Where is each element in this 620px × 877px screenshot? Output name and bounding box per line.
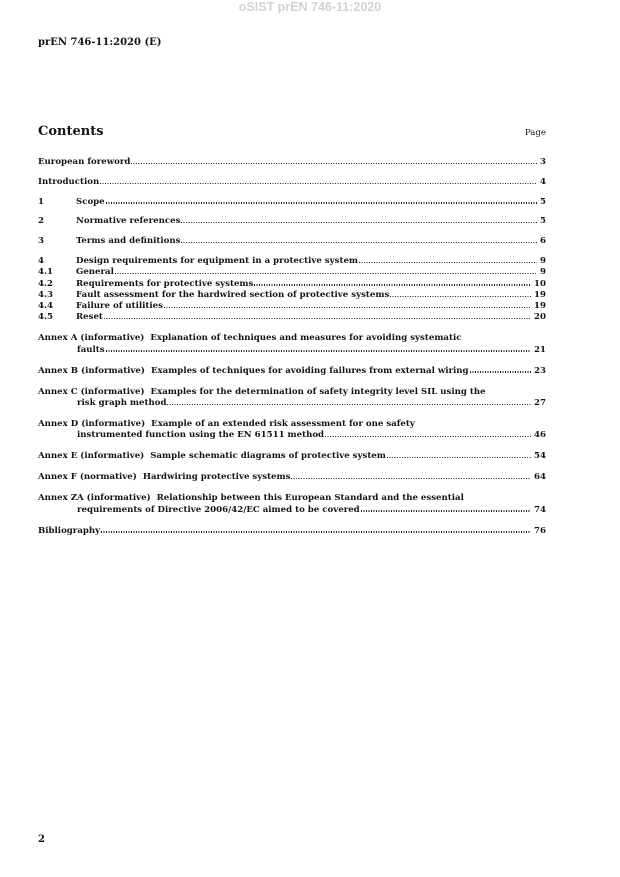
toc-entry-clause-4[interactable]	[38, 256, 546, 267]
annex-label: Annex C (informative)	[38, 386, 145, 397]
toc-entry-page: 19	[534, 289, 546, 300]
annex-title: Examples for the determination of safety integrity level SIL using the	[150, 386, 486, 397]
toc-entry-title: General	[76, 267, 114, 278]
toc-entry-page: 27	[534, 398, 546, 409]
toc-entry-title: Bibliography	[38, 525, 101, 536]
toc-entry-line	[38, 398, 546, 409]
toc-entry-clause-4-3[interactable]	[38, 290, 546, 301]
dot-leader	[167, 404, 531, 405]
toc-entry-title: Scope	[76, 196, 105, 207]
toc-entry-title: Terms and definitions	[76, 236, 181, 247]
toc-entry-page: 74	[534, 504, 546, 515]
toc-entry-number: 2	[38, 216, 44, 227]
dot-leader	[115, 273, 537, 274]
toc-entry-number: 4.2	[38, 278, 53, 289]
page-column-label: Page	[524, 127, 546, 138]
annex-title: Relationship between this European Standard and the essential	[156, 493, 464, 504]
toc-entry-line	[38, 505, 546, 516]
toc-entry-number: 4	[38, 255, 44, 266]
toc-entry-title: Fault assessment for the hardwired section of protective systems	[76, 289, 390, 300]
toc-entry-annex-f[interactable]	[38, 472, 546, 483]
toc-entry-page: 4	[540, 176, 546, 187]
annex-label: Annex D (informative)	[38, 419, 146, 429]
toc-entry-clause-4-5[interactable]	[38, 312, 546, 323]
annex-label: Annex F (normative)	[38, 472, 137, 483]
dot-leader	[254, 284, 531, 285]
dot-leader	[106, 350, 531, 351]
annex-title: Example of an extended risk assessment for one safety	[151, 419, 415, 429]
annex-label: Annex ZA (informative)	[38, 493, 151, 504]
toc-entry-clause-4-1[interactable]	[38, 267, 546, 278]
annex-label: Annex A (informative)	[38, 333, 145, 344]
toc-entry-clause-2[interactable]	[38, 216, 546, 227]
annex-title: Examples of techniques for avoiding failures from external wiring	[150, 365, 469, 376]
toc-entry-line	[38, 333, 546, 344]
annex-label: Annex E (informative)	[38, 451, 145, 462]
toc-entry-title: Reset	[76, 312, 103, 323]
toc-entry-european-foreword[interactable]	[38, 157, 546, 168]
toc-entry-line	[38, 493, 546, 504]
toc-entry-clause-4-2[interactable]	[38, 279, 546, 290]
annex-label: Annex B (informative)	[38, 365, 145, 376]
toc-entry-page: 21	[534, 344, 546, 355]
dot-leader	[131, 163, 537, 164]
toc-entry-clause-1[interactable]	[38, 197, 546, 208]
dot-leader	[100, 183, 537, 184]
toc-entry-title: Introduction	[38, 176, 100, 187]
dot-leader	[164, 307, 531, 308]
toc-entry-page: 23	[534, 365, 546, 376]
toc-entry-page: 5	[540, 196, 546, 207]
contents-heading: Contents	[38, 124, 104, 139]
toc-entry-line	[38, 430, 546, 441]
annex-title: Hardwiring protective systems	[142, 472, 291, 483]
annex-title-continued: instrumented function using the EN 61511 method	[77, 430, 325, 441]
toc-entry-page: 64	[534, 472, 546, 483]
page-number: 2	[38, 834, 45, 845]
dot-leader	[359, 262, 537, 263]
dot-leader	[291, 478, 531, 479]
dot-leader	[104, 318, 531, 319]
toc-entry-line	[38, 345, 546, 356]
toc-entry-line	[38, 419, 546, 430]
toc-entry-page: 5	[540, 216, 546, 227]
toc-entry-title: Requirements for protective systems	[76, 278, 254, 289]
toc-entry-title: European foreword	[38, 157, 131, 167]
annex-title-continued: faults	[77, 344, 105, 355]
toc-entry-bibliography[interactable]	[38, 526, 546, 537]
toc-entry-clause-4-4[interactable]	[38, 301, 546, 312]
toc-entry-title: Design requirements for equipment in a protective system	[76, 255, 358, 266]
dot-leader	[106, 202, 537, 203]
annex-title: Explanation of techniques and measures for avoiding systematic	[150, 333, 462, 344]
toc-entry-title: Normative references	[76, 216, 181, 227]
toc-entry-page: 3	[540, 157, 546, 167]
dot-leader	[361, 510, 531, 511]
toc-entry-page: 6	[540, 236, 546, 247]
watermark: oSIST prEN 746-11:2020	[238, 0, 382, 14]
annex-title: Sample schematic diagrams of protective system	[150, 451, 386, 462]
document-identifier: prEN 746-11:2020 (E)	[38, 37, 162, 48]
dot-leader	[101, 531, 531, 532]
toc-entry-page: 20	[534, 312, 546, 323]
toc-entry-annex-b[interactable]	[38, 366, 546, 377]
toc-entry-line	[38, 387, 546, 398]
table-of-contents	[38, 157, 546, 537]
dot-leader	[387, 457, 531, 458]
toc-entry-page: 46	[534, 430, 546, 441]
toc-entry-page: 9	[540, 255, 546, 266]
toc-entry-annex-d[interactable]	[38, 419, 546, 442]
toc-entry-page: 54	[534, 451, 546, 462]
toc-entry-annex-c[interactable]	[38, 387, 546, 410]
toc-entry-clause-3[interactable]	[38, 236, 546, 247]
annex-title-continued: requirements of Directive 2006/42/EC aimed to be covered	[77, 504, 360, 515]
toc-entry-number: 4.3	[38, 289, 53, 300]
toc-entry-title: Failure of utilities	[76, 301, 163, 312]
toc-entry-annex-e[interactable]	[38, 451, 546, 462]
toc-entry-annex-a[interactable]	[38, 333, 546, 356]
toc-entry-introduction[interactable]	[38, 177, 546, 188]
toc-entry-page: 76	[534, 525, 546, 536]
toc-entry-page: 9	[540, 267, 546, 278]
dot-leader	[470, 371, 531, 372]
dot-leader	[390, 296, 531, 297]
toc-entry-number: 1	[38, 196, 44, 207]
toc-entry-number: 4.4	[38, 301, 53, 312]
toc-entry-number: 4.1	[38, 267, 53, 278]
dot-leader	[325, 436, 531, 437]
dot-leader	[181, 222, 537, 223]
toc-entry-number: 4.5	[38, 312, 53, 323]
toc-entry-annex-za[interactable]	[38, 493, 546, 516]
toc-entry-page: 19	[534, 301, 546, 312]
dot-leader	[181, 242, 537, 243]
toc-entry-page: 10	[534, 278, 546, 289]
annex-title-continued: risk graph method	[77, 398, 167, 409]
toc-entry-number: 3	[38, 236, 44, 247]
